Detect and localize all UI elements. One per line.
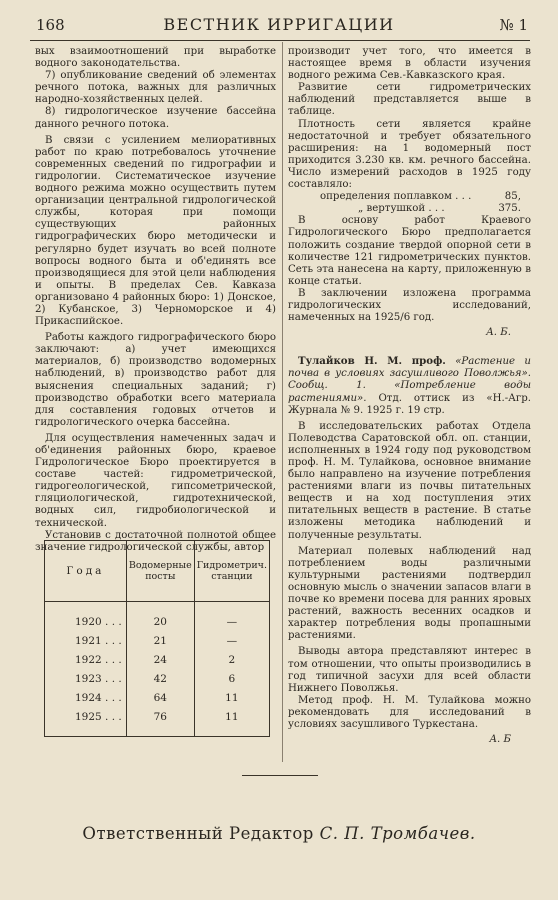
leader-value: 375. [498, 203, 521, 215]
author-signature: А. Б. [486, 327, 511, 339]
table-row [45, 669, 270, 688]
paragraph: В связи с усилением мелиоративных работ по краю потребовалось уточнение современных сведений по гидрографии и гидрологии. Систематическое изучение водного режима можно осуществить путем организации центральной гидрологической службы, которая при помощи существующих районных гидрографических бюро методически и регулярно будет изучать во всей полноте вопросы водного быта и об'единять все производящиеся для этой цели наблюдения и опыты. В пределах Сев. Кавказа организовано 4 районных бюро: 1) Донское, 2) Кубанское, 3) Черноморское и 4) Прикаспийское. [35, 134, 276, 328]
cell-stations: 6 [194, 669, 269, 688]
paragraph: 7) опубликование сведений об элементах речного потока, важных для различных народно-хозяйственных целей. [35, 70, 276, 106]
column-header-posts: Водомерные посты [126, 541, 194, 602]
editor-label: Ответственный Редактор [82, 824, 314, 843]
table-row [45, 650, 270, 669]
leader-label: определения поплавком . . . [320, 191, 472, 203]
paragraph: Материал полевых наблюдений над потреблением воды различными культурными растениями подтвердил основную мысль о значении запасов влаги в почве ко времени посева для ранних яровых растений, важность весенних осадков и характер потребления воды пропашными растениями. [288, 545, 531, 642]
footer-rule [242, 775, 318, 776]
paragraph: Установив с достаточной полнотой общее значение гидрологической службы, автор [35, 529, 276, 553]
cell-posts: 42 [126, 669, 194, 688]
cell-stations: 2 [194, 650, 269, 669]
paragraph: В основу работ Краевого Гидрологического Бюро предполагается положить создание твердой опорной сети в количестве 121 гидрометрических пунктов. Сеть эта нанесена на карту, приложенную в конце статьи. [288, 215, 531, 287]
cell-stations: — [194, 631, 269, 650]
cell-stations: 11 [194, 688, 269, 707]
ref-title: «Растение и почва в условиях засушливого Поволжья». Сообщ. 1. «Потребление воды растениями». [288, 356, 531, 404]
issue-number: № 1 [499, 16, 528, 34]
table-row [45, 707, 270, 726]
cell-year: 1925 . . . [45, 707, 127, 726]
observation-network-table [44, 540, 270, 737]
paragraph: Для осуществления намеченных задач и об'единения районных бюро, краевое Гидрологическое Бюро проектируется в составе частей: гидрометрической, гидрогеологической, гипсометрической, гляциологической, гидротехнической, водных сил, гидробиологической и технической. [35, 432, 276, 529]
table-row [45, 688, 270, 707]
leader-value: 85, [504, 191, 521, 203]
cell-stations: — [194, 612, 269, 631]
cell-posts: 21 [126, 631, 194, 650]
table-row [45, 612, 270, 631]
ref-source: Отд. оттиск из «Н.-Агр. Журнала № 9. 1925 г. 19 стр. [288, 392, 531, 416]
cell-posts: 76 [126, 707, 194, 726]
paragraph: Выводы автора представляют интерес в том отношении, что опыты производились в год типичной засухи для всей области Нижнего Поволжья. [288, 646, 531, 694]
author-signature: А. Б [489, 734, 511, 746]
paragraph: Работы каждого гидрографического бюро заключают: а) учет имеющихся материалов, б) производство водомерных наблюдений, в) производство работ для выяснения специальных заданий; г) производство обработки всего материала для составления годовых отчетов и гидрологического очерка бассейна. [35, 332, 276, 428]
header-rule [30, 40, 530, 41]
cell-year: 1923 . . . [45, 669, 127, 688]
discharge-measurement-current-meter [288, 203, 531, 215]
leader-label: „ вертушкой . . . [358, 203, 445, 215]
paragraph: Развитие сети гидрометрических наблюдений представляется выше в таблице. [288, 82, 531, 118]
left-column [35, 46, 276, 554]
review-reference [288, 355, 531, 416]
cell-year: 1921 . . . [45, 631, 127, 650]
cell-year: 1922 . . . [45, 650, 127, 669]
ref-author: Тулайков Н. М. проф. [298, 355, 446, 368]
cell-stations: 11 [194, 707, 269, 726]
column-header-stations: Гидрометрич. станции [194, 541, 269, 602]
table-row [45, 631, 270, 650]
column-divider [282, 42, 283, 762]
cell-posts: 24 [126, 650, 194, 669]
paragraph: В исследовательских работах Отдела Полеводства Саратовской обл. оп. станции, исполненных в 1924 году под руководством проф. Н. М. Тулайкова, основное внимание было направлено на изучение потребления растениями влаги из почвы питательных веществ и на ход поступления этих питательных веществ в растение. В статье изложены методика наблюдений и полученные результаты. [288, 420, 531, 541]
cell-posts: 64 [126, 688, 194, 707]
paragraph: 8) гидрологическое изучение бассейна данного речного потока. [35, 106, 276, 130]
page-header [0, 14, 558, 38]
editor-line [0, 824, 558, 843]
paragraph: производит учет того, что имеется в настоящее время в области изучения водного режима Сев.-Кавказского края. [288, 46, 531, 82]
cell-year: 1920 . . . [45, 612, 127, 631]
column-header-year: Года [45, 541, 127, 602]
discharge-measurement-float [288, 191, 531, 203]
cell-posts: 20 [126, 612, 194, 631]
paragraph: вых взаимоотношений при выработке водного законодательства. [35, 46, 276, 70]
page-number: 168 [36, 16, 65, 34]
paragraph: Метод проф. Н. М. Тулайкова можно рекомендовать для исследований в условиях засушливого Туркестана. [288, 694, 531, 730]
paragraph: В заключении изложена программа гидрологических исследований, намеченных на 1925/6 год. [288, 287, 531, 324]
editor-name: С. П. Тромбачев. [319, 824, 476, 843]
cell-year: 1924 . . . [45, 688, 127, 707]
right-column [288, 46, 531, 752]
journal-title: ВЕСТНИК ИРРИГАЦИИ [163, 15, 395, 34]
paragraph: Плотность сети является крайне недостаточной и требует обязательного расширения: на 1 водомерный пост приходится 3.230 кв. км. речного бассейна. Число измерений расходов в 1925 году составляло: [288, 118, 531, 191]
